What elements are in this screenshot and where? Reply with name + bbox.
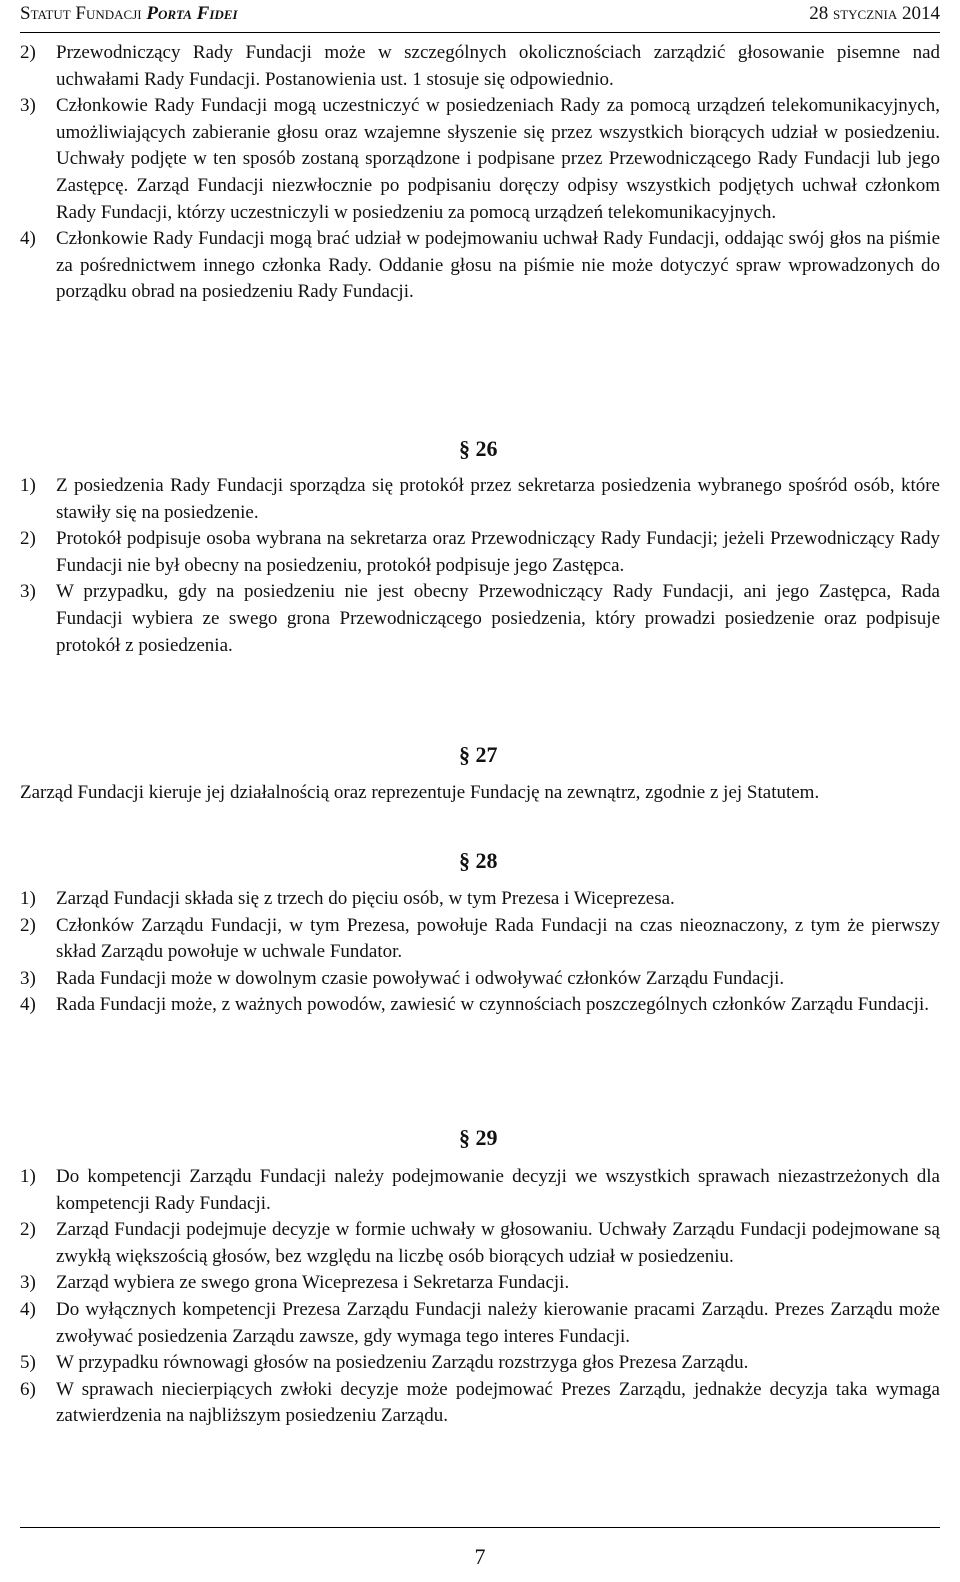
section-heading-29: § 29 [459,1125,498,1150]
item-text: Członkowie Rady Fundacji mogą brać udział w podejmowaniu uchwał Rady Fundacji, oddając swój głos na piśmie za pośrednictwem innego członka Rady. Oddanie głosu na piśmie nie może dotyczyć spraw wprowadzonych do porządku obrad na posiedzeniu Rady Fundacji. [56,228,940,303]
list-item [20,579,940,659]
intro-list [20,40,940,306]
document-date: 28 stycznia 2014 [809,3,940,24]
item-number: 2) [20,42,36,63]
statute-label: Statut Fundacji [20,3,142,24]
item-number: 3) [20,95,36,117]
list-item [20,40,940,93]
item-text: Przewodniczący Rady Fundacji może w szczególnych okolicznościach zarządzić głosowanie pisemne nad uchwałami Rady Fundacji. Postanowienia ust. 1 stosuje się odpowiednio. [56,42,940,90]
paragraph: Zarząd Fundacji kieruje jej działalnością oraz reprezentuje Fundację na zewnątrz, zgodnie z jej Statutem. [20,782,820,803]
item-number: 5) [20,1352,36,1374]
item-number: 1) [20,475,36,496]
item-number: 4) [20,994,36,1016]
item-text: Do kompetencji Zarządu Fundacji należy podejmowanie decyzji we wszystkich sprawach niezastrzeżonych dla kompetencji Rady Fundacji. [56,1166,940,1214]
list-item [20,1217,940,1270]
item-text: W przypadku równowagi głosów na posiedzeniu Zarządu rozstrzyga głos Prezesa Zarządu. [56,1352,749,1374]
section-26-list [20,473,940,659]
list-item [20,1377,940,1430]
item-text: Zarząd Fundacji składa się z trzech do pięciu osób, w tym Prezesa i Wiceprezesa. [56,888,675,909]
document-title [20,0,238,28]
item-text: Członków Zarządu Fundacji, w tym Prezesa, powołuje Rada Fundacji na czas nieoznaczony, z tym że pierwszy skład Zarządu powołuje w uchwale Fundator. [56,914,940,963]
section-29-list [20,1164,940,1430]
item-text: Z posiedzenia Rady Fundacji sporządza się protokół przez sekretarza posiedzenia wybranego spośród osób, które stawiły się na posiedzenie. [56,475,940,523]
foundation-name: Porta Fidei [146,3,238,24]
section-28-list [20,886,940,1019]
item-number: 2) [20,914,36,936]
item-text: Rada Fundacji może, z ważnych powodów, zawiesić w czynnościach poszczególnych członków Zarządu Fundacji. [56,994,929,1016]
item-number: 1) [20,1166,36,1187]
list-item [20,966,940,993]
section-heading-28: § 28 [459,848,498,873]
list-item [20,1164,940,1217]
item-text: Zarząd wybiera ze swego grona Wiceprezesa i Sekretarza Fundacji. [56,1272,570,1294]
section-27-body [20,780,940,807]
item-text: Członkowie Rady Fundacji mogą uczestniczyć w posiedzeniach Rady za pomocą urządzeń telekomunikacyjnych, umożliwiających zabieranie głosu oraz wzajemne słyszenie się przez wszystkich biorących udział w posiedzeniu. Uchwały podjęte w ten sposób zostaną sporządzone i podpisane przez Przewodniczącego Rady Fundacji lub jego Zastępcę. Zarząd Fundacji niezwłocznie po podpisaniu doręczy odpisy wszystkich podjętych uchwał członkom Rady Fundacji, którzy uczestniczyli w posiedzeniu za pomocą urządzeń telekomunikacyjnych. [56,95,940,223]
list-item [20,526,940,579]
item-number: 1) [20,888,36,909]
item-text: W sprawach niecierpiących zwłoki decyzje może podejmować Prezes Zarządu, jednakże decyzja taka wymaga zatwierdzenia na najbliższym posiedzeniu Zarządu. [56,1378,940,1427]
list-item [20,1297,940,1350]
item-text: Rada Fundacji może w dowolnym czasie powoływać i odwoływać członków Zarządu Fundacji. [56,967,785,989]
item-number: 3) [20,967,36,989]
list-item [20,886,940,913]
item-text: Do wyłącznych kompetencji Prezesa Zarządu Fundacji należy kierowanie pracami Zarządu. Prezes Zarządu może zwoływać posiedzenia Zarządu zawsze, gdy wymaga tego interes Fundacji. [56,1298,940,1347]
item-number: 3) [20,581,36,603]
item-text: Zarząd Fundacji podejmuje decyzje w formie uchwały w głosowaniu. Uchwały Zarządu Fundacji podejmowane są zwykłą większością głosów, bez względu na liczbę osób biorących udział w posiedzeniu. [56,1219,940,1267]
item-number: 4) [20,228,36,250]
item-number: 3) [20,1272,36,1294]
item-number: 4) [20,1298,36,1320]
list-item [20,93,940,226]
list-item [20,226,940,306]
list-item [20,992,940,1019]
section-heading-27: § 27 [459,742,498,767]
item-number: 2) [20,528,36,550]
item-text: Protokół podpisuje osoba wybrana na sekretarza oraz Przewodniczący Rady Fundacji; jeżeli Przewodniczący Rady Fundacji nie był obecny na posiedzeniu, protokół podpisuje jego Zastępca. [56,528,940,576]
footer-divider [20,1527,940,1528]
item-number: 2) [20,1219,36,1241]
list-item [20,1350,940,1377]
list-item [20,1270,940,1297]
list-item [20,473,940,526]
page-header [20,0,940,33]
page-number: 7 [474,1544,486,1569]
list-item [20,913,940,966]
section-heading-26: § 26 [459,436,498,461]
item-text: W przypadku, gdy na posiedzeniu nie jest obecny Przewodniczący Rady Fundacji, ani jego Zastępca, Rada Fundacji wybiera ze swego grona Przewodniczącego posiedzenia, który prowadzi posiedzenie oraz podpisuje protokół z posiedzenia. [56,581,940,656]
item-number: 6) [20,1378,36,1400]
